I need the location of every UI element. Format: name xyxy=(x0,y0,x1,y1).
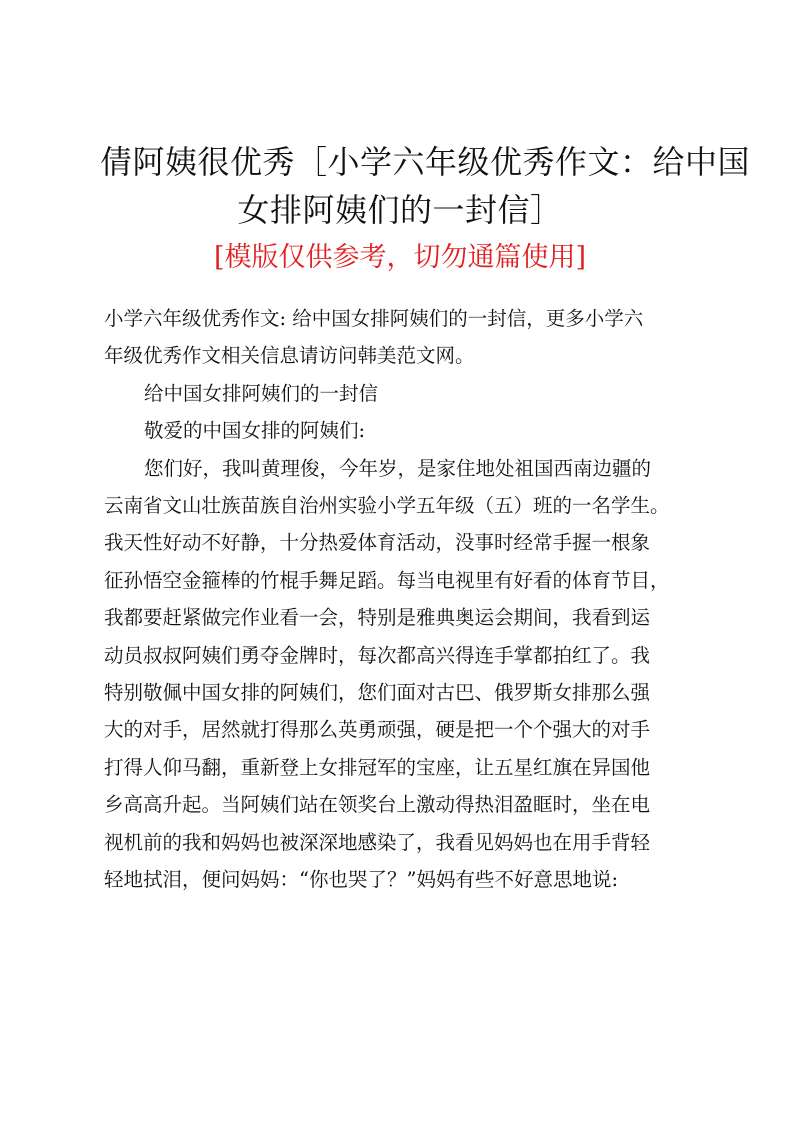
document-body xyxy=(104,300,704,899)
body-line-1: 您们好，我叫黄理俊，今年岁，是家住地处祖国西南边疆的 xyxy=(144,456,652,480)
body-line-12: 轻地拭泪，便问妈妈：“你也哭了？”妈妈有些不好意思地说: xyxy=(104,868,619,892)
salutation-text: 敬爱的中国女排的阿姨们: xyxy=(144,419,366,443)
body-line-7: 特别敬佩中国女排的阿姨们，您们面对古巴、俄罗斯女排那么强 xyxy=(104,681,651,705)
body-line-5: 我都要赶紧做完作业看一会，特别是雅典奥运会期间，我看到运 xyxy=(104,606,651,630)
body-line-9: 打得人仰马翻，重新登上女排冠军的宝座，让五星红旗在异国他 xyxy=(104,755,651,779)
intro-line-2: 年级优秀作文相关信息请访问韩美范文网。 xyxy=(104,344,475,368)
letter-body-paragraph xyxy=(104,450,704,899)
intro-line-1: 小学六年级优秀作文: 给中国女排阿姨们的一封信，更多小学六 xyxy=(104,307,644,330)
salutation xyxy=(104,412,704,449)
body-line-11: 视机前的我和妈妈也被深深地感染了，我看见妈妈也在用手背轻 xyxy=(104,830,651,854)
document-title xyxy=(100,138,751,234)
letter-title xyxy=(104,375,704,412)
title-line-2: 女排阿姨们的一封信］ xyxy=(237,191,563,229)
title-line-1: 倩阿姨很优秀［小学六年级优秀作文：给中国 xyxy=(100,143,751,181)
body-line-10: 乡高高升起。当阿姨们站在领奖台上激动得热泪盈眶时，坐在电 xyxy=(104,793,651,817)
body-line-2: 云南省文山壮族苗族自治州实验小学五年级（五）班的一名学生。 xyxy=(104,494,670,518)
body-line-6: 动员叔叔阿姨们勇夺金牌时，每次都高兴得连手掌都拍红了。我 xyxy=(104,643,651,667)
intro-paragraph xyxy=(104,300,704,375)
letter-title-text: 给中国女排阿姨们的一封信 xyxy=(144,381,379,405)
template-notice: [模版仅供参考，切勿通篇使用] xyxy=(213,242,587,273)
body-line-4: 征孙悟空金箍棒的竹棍手舞足蹈。每当电视里有好看的体育节目， xyxy=(104,568,670,592)
body-line-8: 大的对手，居然就打得那么英勇顽强，硬是把一个个强大的对手 xyxy=(104,718,651,742)
body-line-3: 我天性好动不好静，十分热爱体育活动，没事时经常手握一根象 xyxy=(104,531,651,555)
